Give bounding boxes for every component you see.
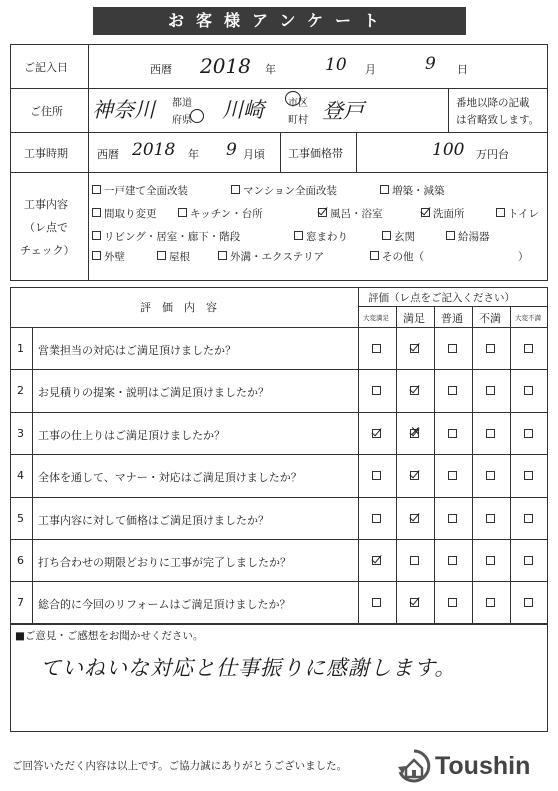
rating-checkbox[interactable] — [486, 471, 495, 480]
work-option-checkbox[interactable] — [157, 251, 166, 260]
entry-date-label: ご記入日 — [24, 61, 68, 74]
address-city-suffix-top: 市区 — [288, 98, 308, 109]
comments-text: ていねいな対応と仕事振りに感謝します。 — [40, 656, 457, 680]
entry-date-month-unit: 月 — [365, 63, 376, 76]
question-number: 2 — [17, 384, 24, 398]
work-option-checkbox[interactable] — [294, 231, 303, 240]
question-text: 打ち合わせの期限どおりに工事が完了しましたか？ — [38, 556, 291, 569]
work-content-label-3: チェック） — [20, 244, 75, 257]
evaluation-content-header: 評 価 内 容 — [140, 301, 217, 314]
work-option-checkbox[interactable] — [380, 185, 389, 194]
address-city: 川崎 — [222, 98, 264, 122]
rating-checkbox[interactable] — [448, 598, 457, 607]
toushin-logo-icon — [396, 748, 432, 784]
info-table — [10, 44, 548, 281]
footer-brand: Toushin — [435, 752, 531, 780]
rating-checkbox[interactable] — [372, 429, 381, 438]
work-option-checkbox[interactable] — [421, 208, 430, 217]
rating-checkbox[interactable] — [448, 344, 457, 353]
rating-checkbox[interactable] — [448, 471, 457, 480]
rating-checkbox[interactable] — [486, 556, 495, 565]
work-option-label: マンション全面改装 — [243, 185, 338, 197]
construction-period-label: 工事時期 — [24, 147, 68, 160]
work-option-checkbox[interactable] — [318, 208, 327, 217]
work-option-label: 間取り変更 — [104, 208, 157, 220]
work-option-label: 増築・減築 — [392, 185, 445, 197]
work-option-checkbox[interactable] — [382, 231, 391, 240]
work-option-label: 窓まわり — [306, 231, 348, 243]
work-option-label: リビング・居室・廊下・階段 — [104, 231, 241, 243]
rating-checkbox[interactable] — [448, 386, 457, 395]
rating-checkbox[interactable] — [410, 598, 419, 607]
rating-checkbox[interactable] — [524, 598, 533, 607]
address-note-line2: は省略致します。 — [456, 114, 540, 126]
rating-checkbox[interactable] — [524, 386, 533, 395]
rating-checkbox[interactable] — [372, 556, 381, 565]
price-range-label: 工事価格帯 — [288, 147, 343, 160]
rating-checkbox[interactable] — [372, 471, 381, 480]
entry-date-era: 西暦 — [150, 63, 172, 76]
address-city-suffix-bottom: 町村 — [288, 115, 308, 126]
rating-checkbox[interactable] — [410, 344, 419, 353]
work-option-checkbox[interactable] — [178, 208, 187, 217]
work-option-label: トイレ — [508, 208, 539, 220]
rating-checkbox[interactable] — [410, 429, 419, 438]
work-option-checkbox[interactable] — [92, 231, 101, 240]
construction-period-month-unit: 月頃 — [243, 148, 265, 161]
question-number: 4 — [17, 469, 24, 483]
work-option-label: キッチン・台所 — [190, 208, 263, 220]
question-text: 工事の仕上りはご満足頂けましたか？ — [38, 428, 225, 442]
rating-checkbox[interactable] — [486, 514, 495, 523]
rating-checkbox[interactable] — [486, 344, 495, 353]
rating-checkbox[interactable] — [410, 386, 419, 395]
rating-level-header: 大変不満 — [515, 314, 541, 322]
work-option-label: 給湯器 — [458, 231, 490, 243]
entry-date-month: 10 — [325, 55, 347, 75]
footer-thanks: ご回答いただく内容は以上です。ご協力誠にありがとうございました。 — [12, 760, 348, 772]
question-number: 7 — [17, 596, 24, 610]
address-label: ご住所 — [30, 105, 63, 118]
entry-date-year: 2018 — [200, 54, 251, 78]
work-option-label: その他（ — [382, 251, 424, 263]
rating-checkbox[interactable] — [524, 471, 533, 480]
construction-period-era: 西暦 — [97, 148, 119, 161]
rating-checkbox[interactable] — [524, 344, 533, 353]
construction-period-year-unit: 年 — [188, 148, 199, 161]
address-town: 登戸 — [322, 99, 364, 123]
rating-checkbox[interactable] — [524, 429, 533, 438]
question-text: お見積りの提案・説明はご満足頂けましたか？ — [38, 386, 269, 400]
rating-checkbox[interactable] — [448, 429, 457, 438]
entry-date-day-unit: 日 — [457, 63, 468, 76]
entry-date-year-unit: 年 — [265, 63, 276, 76]
rating-level-header: 不満 — [479, 312, 501, 325]
price-range-value: 100 — [432, 140, 465, 160]
work-option-label: 一戸建て全面改装 — [104, 185, 188, 197]
address-prefecture: 神奈川 — [92, 98, 155, 122]
city-circle-mark — [285, 91, 301, 106]
construction-period-year: 2018 — [132, 140, 176, 160]
comments-label: ■ご意見・ご感想をお聞かせください。 — [15, 630, 204, 642]
rating-checkbox[interactable] — [410, 514, 419, 523]
rating-checkbox[interactable] — [486, 429, 495, 438]
rating-checkbox[interactable] — [372, 344, 381, 353]
work-option-label: 洗面所 — [433, 208, 465, 220]
question-number: 5 — [17, 511, 24, 525]
rating-level-header: 満足 — [403, 312, 425, 325]
pref-circle-mark — [190, 109, 204, 123]
work-option-label: 屋根 — [169, 251, 190, 263]
address-pref-suffix-top: 都道 — [172, 98, 192, 109]
rating-checkbox[interactable] — [524, 556, 533, 565]
rating-checkbox[interactable] — [410, 556, 419, 565]
work-option-checkbox[interactable] — [92, 185, 101, 194]
evaluation-rating-header: 評価（レ点をご記入ください） — [368, 292, 515, 304]
rating-checkbox[interactable] — [524, 514, 533, 523]
form-title: お客様アンケート — [93, 7, 466, 35]
work-option-checkbox[interactable] — [231, 185, 240, 194]
address-note-line1: 番地以降の記載 — [456, 97, 530, 109]
work-option-checkbox[interactable] — [92, 208, 101, 217]
work-option-checkbox[interactable] — [92, 251, 101, 260]
question-number: 1 — [17, 342, 24, 355]
work-option-label: 外溝・エクステリア — [230, 251, 325, 263]
rating-checkbox[interactable] — [486, 386, 495, 395]
work-option-label: 風呂・浴室 — [330, 208, 383, 220]
entry-date-day: 9 — [425, 54, 436, 74]
work-option-checkbox[interactable] — [446, 231, 455, 240]
construction-period-month: 9 — [226, 140, 237, 160]
rating-checkbox[interactable] — [372, 514, 381, 523]
rating-checkbox[interactable] — [448, 514, 457, 523]
work-option-checkbox[interactable] — [218, 251, 227, 260]
work-content-label-1: 工事内容 — [24, 198, 68, 211]
price-range-unit: 万円台 — [476, 148, 509, 161]
question-text: 総合的に今回のリフォームはご満足頂けましたか？ — [38, 598, 291, 612]
work-option-checkbox[interactable] — [370, 251, 379, 260]
work-content-label-2: （レ点で — [24, 221, 68, 234]
question-number: 6 — [17, 554, 24, 567]
question-text: 営業担当の対応はご満足頂けましたか？ — [38, 344, 236, 357]
rating-level-header: 大変満足 — [363, 314, 389, 322]
rating-checkbox[interactable] — [448, 556, 457, 565]
other-close-paren: ） — [518, 251, 529, 263]
rating-checkbox[interactable] — [372, 598, 381, 607]
question-number: 3 — [17, 426, 24, 440]
rating-checkbox[interactable] — [410, 471, 419, 480]
question-text: 全体を通して、マナー・対応はご満足頂けましたか？ — [38, 471, 302, 485]
address-pref-suffix-bottom: 府県 — [172, 115, 192, 126]
rating-checkbox[interactable] — [372, 386, 381, 395]
work-option-label: 外壁 — [104, 251, 125, 263]
rating-checkbox[interactable] — [486, 598, 495, 607]
work-option-label: 玄関 — [394, 231, 415, 243]
evaluation-table — [10, 287, 548, 624]
work-option-checkbox[interactable] — [496, 208, 505, 217]
rating-level-header: 普通 — [441, 312, 463, 325]
question-text: 工事内容に対して価格はご満足頂けましたか？ — [38, 513, 269, 527]
